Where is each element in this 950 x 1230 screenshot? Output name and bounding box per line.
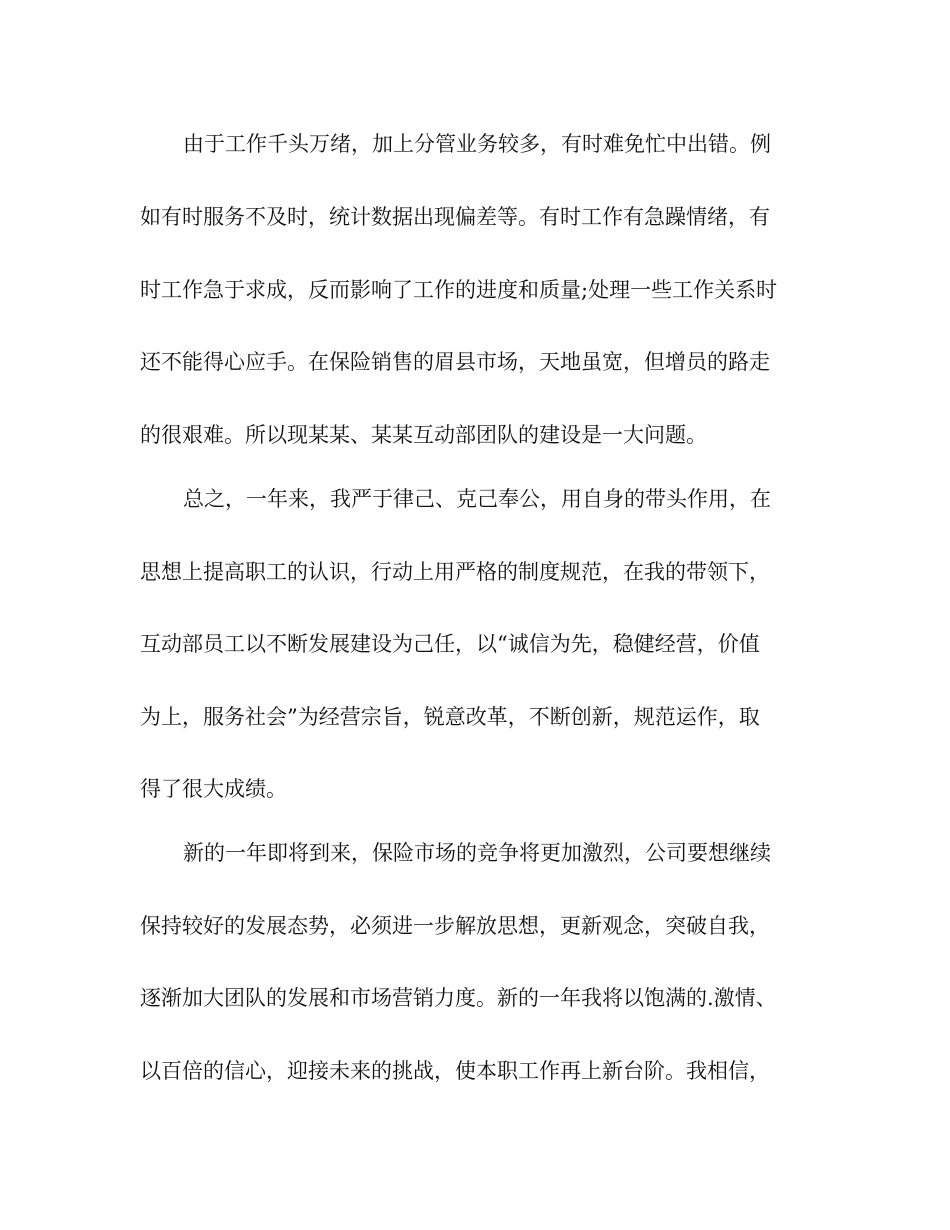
paragraph-3-line-1: 新的一年即将到来，保险市场的竞争将更加激烈，公司要想继续 (183, 841, 771, 865)
paragraph-1-line-4: 还不能得心应手。在保险销售的眉县市场，天地虽宽，但增员的路走 (140, 350, 770, 374)
paragraph-3-line-4: 以百倍的信心，迎接未来的挑战，使本职工作再上新台阶。我相信， (140, 1059, 770, 1083)
paragraph-2-line-4: 为上，服务社会”为经营宗旨，锐意改革，不断创新，规范运作，取 (140, 705, 760, 729)
paragraph-1-line-3: 时工作急于求成，反而影响了工作的进度和质量;处理一些工作关系时 (140, 278, 778, 302)
paragraph-2-line-3: 互动部员工以不断发展建设为己任，以“诚信为先，稳健经营，价值 (140, 632, 760, 656)
paragraph-3-line-3: 逐渐加大团队的发展和市场营销力度。新的一年我将以饱满的.激情、 (140, 986, 777, 1010)
paragraph-1-line-1: 由于工作千头万绪，加上分管业务较多，有时难免忙中出错。例 (183, 132, 771, 156)
paragraph-2-line-2: 思想上提高职工的认识，行动上用严格的制度规范，在我的带领下， (140, 560, 770, 584)
paragraph-2-line-1: 总之，一年来，我严于律己、克己奉公，用自身的带头作用，在 (183, 487, 771, 511)
paragraph-3-line-2: 保持较好的发展态势，必须进一步解放思想，更新观念，突破自我， (140, 914, 770, 938)
paragraph-2-line-5: 得了很大成绩。 (140, 777, 287, 801)
paragraph-1-line-2: 如有时服务不及时，统计数据出现偏差等。有时工作有急躁情绪，有 (140, 205, 770, 229)
paragraph-1-line-5: 的很艰难。所以现某某、某某互动部团队的建设是一大问题。 (140, 423, 707, 447)
